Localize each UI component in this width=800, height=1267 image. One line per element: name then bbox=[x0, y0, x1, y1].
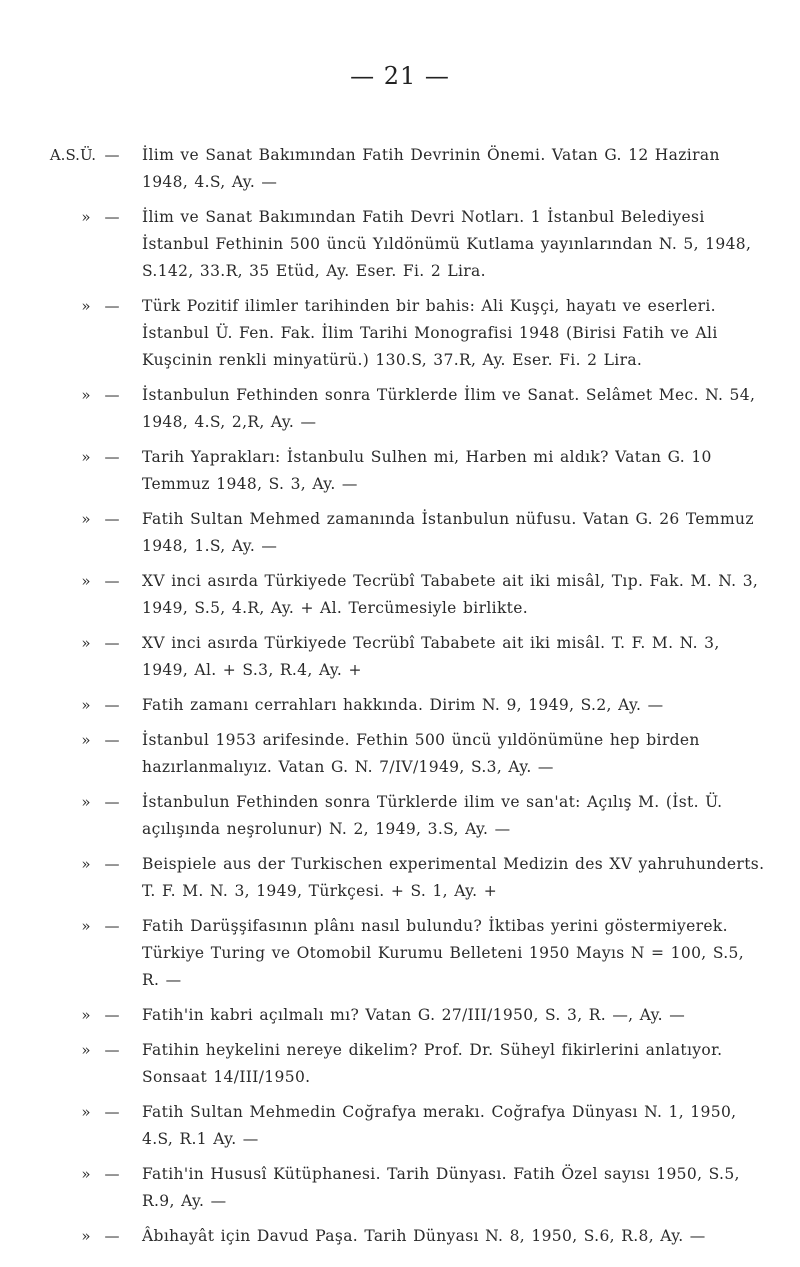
bibliography-entry bbox=[0, 1223, 800, 1250]
ditto-mark: » bbox=[81, 793, 91, 811]
entry-dash: — bbox=[104, 572, 120, 590]
ditto-mark: » bbox=[81, 208, 91, 226]
ditto-mark: » bbox=[81, 1041, 91, 1059]
entry-dash: — bbox=[104, 1103, 120, 1121]
bibliography-entry bbox=[0, 727, 800, 781]
entry-dash: — bbox=[104, 634, 120, 652]
ditto-mark: » bbox=[81, 1165, 91, 1183]
entry-text: Âbıhayât için Davud Paşa. Tarih Dünyası N. 8, 1950, S.6, R.8, Ay. — bbox=[142, 1227, 706, 1245]
bibliography-entry bbox=[0, 692, 800, 719]
entry-author bbox=[0, 1037, 128, 1063]
bibliography-entry bbox=[0, 444, 800, 498]
ditto-mark: » bbox=[81, 386, 91, 404]
bibliography-entry bbox=[0, 204, 800, 285]
entry-dash: — bbox=[104, 208, 120, 226]
bibliography-entry bbox=[0, 851, 800, 905]
entry-dash: — bbox=[104, 1227, 120, 1245]
ditto-mark: » bbox=[81, 855, 91, 873]
entry-text: Fatih'in kabri açılmalı mı? Vatan G. 27/III/1950, S. 3, R. —, Ay. — bbox=[142, 1006, 686, 1024]
bibliography-entry bbox=[0, 506, 800, 560]
ditto-mark: » bbox=[81, 448, 91, 466]
bibliography-entry bbox=[0, 382, 800, 436]
ditto-mark: » bbox=[81, 634, 91, 652]
entry-author bbox=[0, 630, 128, 656]
bibliography-entry bbox=[0, 1099, 800, 1153]
entry-dash: — bbox=[104, 855, 120, 873]
entry-text: İlim ve Sanat Bakımından Fatih Devri Notları. 1 İstanbul Belediyesi İstanbul Fethinin 500 üncü Yıldönümü Kutlama yayınlarından N. 5, 1948, S.142, 33.R, 35 Etüd, Ay. Eser. Fi. 2 Lira. bbox=[142, 208, 752, 280]
entry-text: İstanbulun Fethinden sonra Türklerde İlim ve Sanat. Selâmet Mec. N. 54, 1948, 4.S, 2,R, Ay. — bbox=[142, 386, 756, 431]
entry-text: Fatih'in Hususî Kütüphanesi. Tarih Dünyası. Fatih Özel sayısı 1950, S.5, R.9, Ay. — bbox=[142, 1165, 740, 1210]
entry-dash: — bbox=[104, 448, 120, 466]
bibliography-entry bbox=[0, 1037, 800, 1091]
entry-dash: — bbox=[104, 696, 120, 714]
ditto-mark: » bbox=[81, 297, 91, 315]
bibliography-entry bbox=[0, 1002, 800, 1029]
entry-author bbox=[0, 568, 128, 594]
entry-author bbox=[0, 204, 128, 230]
bibliography-entry bbox=[0, 913, 800, 994]
ditto-mark: » bbox=[81, 731, 91, 749]
ditto-mark: » bbox=[81, 1006, 91, 1024]
entry-author bbox=[0, 1161, 128, 1187]
entry-text: Tarih Yaprakları: İstanbulu Sulhen mi, Harben mi aldık? Vatan G. 10 Temmuz 1948, S. 3, Ay. — bbox=[142, 448, 712, 493]
entry-dash: — bbox=[104, 917, 120, 935]
entry-text: Fatih Sultan Mehmedin Coğrafya merakı. Coğrafya Dünyası N. 1, 1950, 4.S, R.1 Ay. — bbox=[142, 1103, 737, 1148]
entry-dash: — bbox=[104, 386, 120, 404]
ditto-mark: » bbox=[81, 1103, 91, 1121]
entry-author bbox=[0, 913, 128, 939]
entry-text: Fatih zamanı cerrahları hakkında. Dirim N. 9, 1949, S.2, Ay. — bbox=[142, 696, 664, 714]
entry-dash: — bbox=[104, 146, 120, 164]
entry-dash: — bbox=[104, 1041, 120, 1059]
entry-author bbox=[0, 382, 128, 408]
entry-text: Fatih Sultan Mehmed zamanında İstanbulun nüfusu. Vatan G. 26 Temmuz 1948, 1.S, Ay. — bbox=[142, 510, 754, 555]
entry-text: Türk Pozitif ilimler tarihinden bir bahis: Ali Kuşçi, hayatı ve eserleri. İstanbul Ü. Fen. Fak. İlim Tarihi Monografisi 1948 (Birisi Fatih ve Ali Kuşcinin renkli minyatürü.) 130.S, 37.R, Ay. Eser. Fi. 2 Lira. bbox=[142, 297, 718, 369]
entry-author bbox=[0, 851, 128, 877]
ditto-mark: » bbox=[81, 696, 91, 714]
bibliography-entry bbox=[0, 293, 800, 374]
entry-text: İlim ve Sanat Bakımından Fatih Devrinin Önemi. Vatan G. 12 Haziran 1948, 4.S, Ay. — bbox=[142, 146, 720, 191]
ditto-mark: » bbox=[81, 917, 91, 935]
bibliography-list bbox=[0, 142, 800, 1258]
bibliography-entry bbox=[0, 568, 800, 622]
entry-text: İstanbul 1953 arifesinde. Fethin 500 üncü yıldönümüne hep birden hazırlanmalıyız. Vatan G. N. 7/IV/1949, S.3, Ay. — bbox=[142, 731, 700, 776]
entry-author bbox=[0, 789, 128, 815]
entry-author bbox=[0, 1002, 128, 1028]
entry-author bbox=[0, 1099, 128, 1125]
entry-text: Fatihin heykelini nereye dikelim? Prof. Dr. Süheyl fikirlerini anlatıyor. Sonsaat 14/III/1950. bbox=[142, 1041, 723, 1086]
entry-text: XV inci asırda Türkiyede Tecrübî Tababete ait iki misâl. T. F. M. N. 3, 1949, Al. + S.3, R.4, Ay. + bbox=[142, 634, 720, 679]
entry-dash: — bbox=[104, 1165, 120, 1183]
entry-text: XV inci asırda Türkiyede Tecrübî Tababete ait iki misâl, Tıp. Fak. M. N. 3, 1949, S.5, 4.R, Ay. + Al. Tercümesiyle birlikte. bbox=[142, 572, 759, 617]
entry-author bbox=[0, 1223, 128, 1249]
entry-text: Fatih Darüşşifasının plânı nasıl bulundu? İktibas yerini göstermiyerek. Türkiye Turing ve Otomobil Kurumu Belleteni 1950 Mayıs N = 100, S.5, R. — bbox=[142, 917, 745, 989]
entry-text: Beispiele aus der Turkischen experimental Medizin des XV yahruhunderts. T. F. M. N. 3, 1949, Türkçesi. + S. 1, Ay. + bbox=[142, 855, 765, 900]
ditto-mark: » bbox=[81, 1227, 91, 1245]
entry-text: İstanbulun Fethinden sonra Türklerde ilim ve san'at: Açılış M. (İst. Ü. açılışında neşrolunur) N. 2, 1949, 3.S, Ay. — bbox=[142, 793, 723, 838]
entry-author bbox=[0, 692, 128, 718]
page-number: — 21 — bbox=[350, 62, 450, 90]
entry-author bbox=[0, 444, 128, 470]
ditto-mark: » bbox=[81, 510, 91, 528]
bibliography-entry bbox=[0, 630, 800, 684]
bibliography-entry bbox=[0, 1161, 800, 1215]
entry-dash: — bbox=[104, 510, 120, 528]
author-marker: A.S.Ü. bbox=[49, 146, 96, 164]
entry-author bbox=[0, 142, 128, 168]
entry-dash: — bbox=[104, 1006, 120, 1024]
entry-author bbox=[0, 293, 128, 319]
entry-dash: — bbox=[104, 731, 120, 749]
entry-dash: — bbox=[104, 793, 120, 811]
ditto-mark: » bbox=[81, 572, 91, 590]
bibliography-entry bbox=[0, 789, 800, 843]
bibliography-entry bbox=[0, 142, 800, 196]
entry-author bbox=[0, 506, 128, 532]
entry-author bbox=[0, 727, 128, 753]
entry-dash: — bbox=[104, 297, 120, 315]
